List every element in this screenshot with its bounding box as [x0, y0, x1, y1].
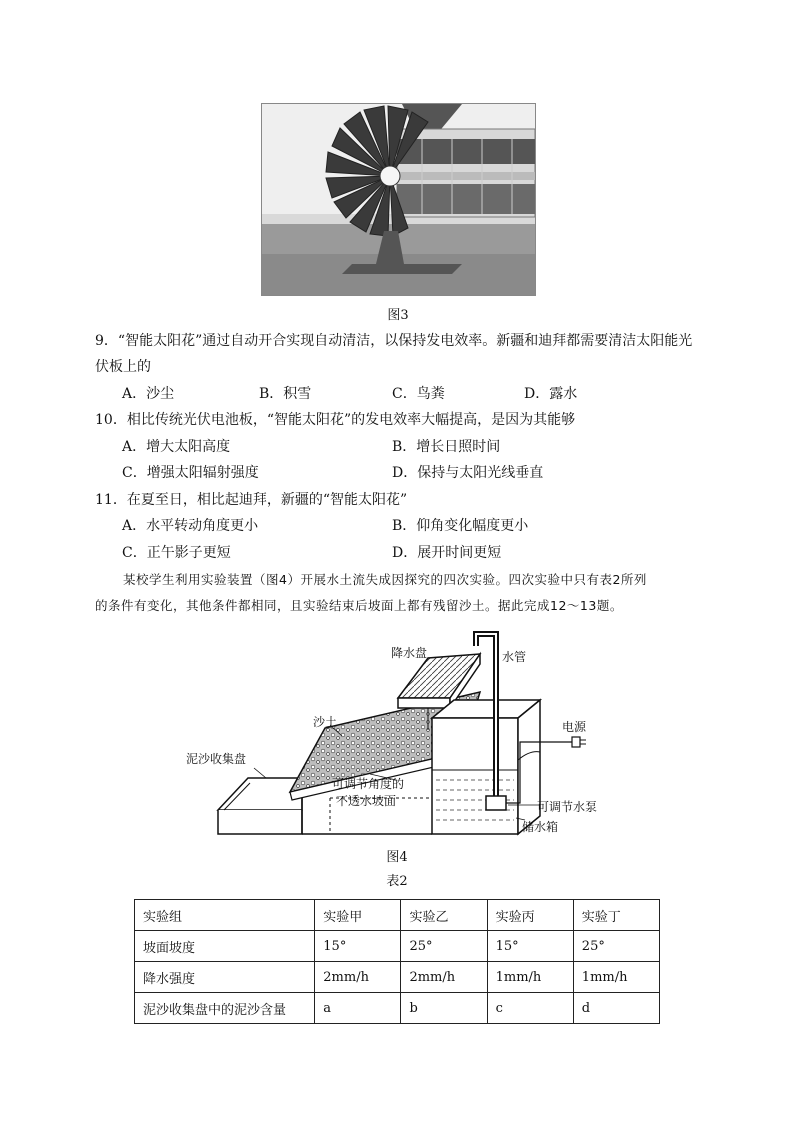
- table-header-cell: 实验组: [135, 900, 315, 931]
- figure3-caption: 图3: [387, 308, 409, 323]
- table-cell: 25°: [573, 931, 659, 962]
- q11-option-b: B．仰角变化幅度更小: [392, 518, 529, 534]
- table-cell: 2mm/h: [315, 962, 401, 993]
- table-cell: 25°: [401, 931, 487, 962]
- table-cell: d: [573, 993, 659, 1024]
- label-rain-tray: 降水盘: [391, 646, 428, 660]
- q9-option-b: B．积雪: [259, 386, 312, 402]
- q9-option-a: A．沙尘: [122, 386, 175, 402]
- question-10-line1: 10．相比传统光伏电池板，“智能太阳花”的发电效率大幅提高，是因为其能够: [95, 412, 576, 428]
- solar-flower-photo: [261, 103, 536, 296]
- table-row: [135, 993, 660, 1024]
- label-slope-line1: 可调节角度的: [332, 777, 405, 791]
- q11-option-d: D．展开时间更短: [392, 545, 502, 561]
- table-cell: 15°: [315, 931, 401, 962]
- table-header-row: [135, 900, 660, 931]
- table-header-cell: 实验甲: [315, 900, 401, 931]
- table-cell: b: [401, 993, 487, 1024]
- q11-option-a: A．水平转动角度更小: [122, 518, 259, 534]
- question-11-line1: 11．在夏至日，相比起迪拜，新疆的“智能太阳花”: [95, 492, 408, 508]
- table-cell: c: [487, 993, 573, 1024]
- question-9-line2: 伏板上的: [95, 359, 151, 375]
- q9-option-c: C．鸟粪: [392, 386, 445, 402]
- figure4-caption: 图4: [386, 850, 408, 865]
- table-cell: a: [315, 993, 401, 1024]
- q10-option-d: D．保持与太阳光线垂直: [392, 465, 544, 481]
- table-header-cell: 实验丁: [573, 900, 659, 931]
- table2-title: 表2: [386, 874, 408, 889]
- table-cell: 降水强度: [135, 962, 315, 993]
- table-cell: 泥沙收集盘中的泥沙含量: [135, 993, 315, 1024]
- table-cell: 坡面坡度: [135, 931, 315, 962]
- intro-line1: 某校学生利用实验装置（图4）开展水土流失成因探究的四次实验。四次实验中只有表2所列: [123, 572, 647, 587]
- table-row: [135, 931, 660, 962]
- table-cell: 15°: [487, 931, 573, 962]
- table-header-cell: 实验乙: [401, 900, 487, 931]
- table-cell: 1mm/h: [487, 962, 573, 993]
- label-soil: 沙土: [313, 715, 338, 729]
- q11-option-c: C．正午影子更短: [122, 545, 231, 561]
- q10-option-c: C．增强太阳辐射强度: [122, 465, 259, 481]
- q10-option-b: B．增长日照时间: [392, 439, 501, 455]
- intro-line2: 的条件有变化，其他条件都相同，且实验结束后坡面上都有残留沙土。据此完成12～13题。: [95, 598, 623, 613]
- water-tank-diagram: [432, 700, 540, 834]
- label-slope-line2: 不透水坡面: [336, 794, 397, 808]
- label-water-pipe: 水管: [502, 650, 527, 664]
- label-tank: 储水箱: [522, 820, 559, 834]
- question-9-line1: 9．“智能太阳花”通过自动开合实现自动清洁，以保持发电效率。新疆和迪拜都需要清洁太阳能光: [95, 333, 693, 349]
- q9-option-d: D．露水: [524, 386, 578, 402]
- label-pump: 可调节水泵: [537, 800, 598, 814]
- q10-option-a: A．增大太阳高度: [122, 439, 231, 455]
- label-power: 电源: [562, 720, 587, 734]
- table-header-cell: 实验丙: [487, 900, 573, 931]
- experiment-table: [134, 899, 660, 1024]
- label-sediment-tray: 泥沙收集盘: [186, 752, 247, 766]
- experiment-apparatus-diagram: [180, 620, 610, 845]
- table-row: [135, 962, 660, 993]
- pump-box: [486, 796, 506, 810]
- table-cell: 1mm/h: [573, 962, 659, 993]
- table-cell: 2mm/h: [401, 962, 487, 993]
- sediment-tray: [218, 778, 302, 834]
